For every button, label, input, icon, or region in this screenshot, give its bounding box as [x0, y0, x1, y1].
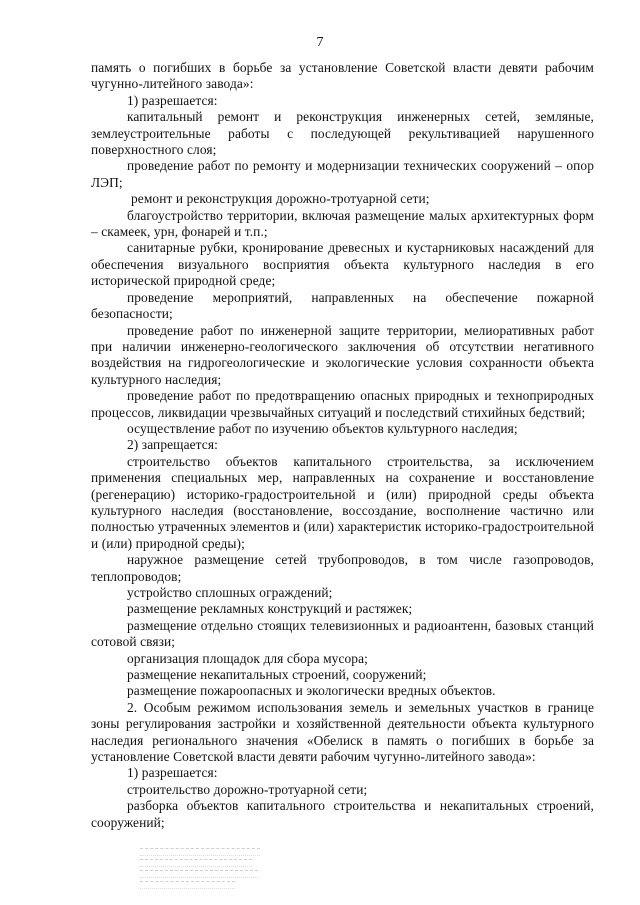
paragraph: ремонт и реконструкция дорожно-тротуарной сети; [131, 191, 430, 207]
list-heading-allowed: 1) разрешается: [127, 92, 218, 108]
paragraph: проведение работ по инженерной защите территории, мелиоративных работ при наличии инженерно-геологического заключения об отсутствии негативного воздействия на гидрогеологические и экологические условия сохранности объекта культурного наследия; [91, 322, 594, 387]
paragraph: капитальный ремонт и реконструкция инженерных сетей, земляные, землеустроительные работы с последующей рекультивацией нарушенного поверхностного слоя; [91, 109, 594, 158]
paragraph: устройство сплошных ограждений; [127, 585, 333, 600]
paragraph: размещение некапитальных строений, сооружений; [127, 667, 427, 683]
list-heading-allowed: 1) разрешается: [127, 765, 218, 781]
paragraph: память о погибших в борьбе за установление Советской власти девяти рабочим чугунно-литейного завода»: [91, 60, 594, 92]
paragraph: строительство дорожно-тротуарной сети; [127, 781, 368, 797]
page-number: 7 [316, 35, 324, 50]
section-paragraph: 2. Особым режимом использования земель и земельных участков в границе зоны регулирования застройки и хозяйственной деятельности объекта культурного наследия регионального значения «Обелиск в память о погибших в борьбе за установление Советской власти девяти рабочим чугунно-литейного завода»: [91, 699, 594, 765]
paragraph: осуществление работ по изучению объектов культурного наследия; [127, 420, 518, 436]
paragraph: проведение мероприятий, направленных на обеспечение пожарной безопасности; [91, 289, 594, 322]
paragraph: строительство объектов капитального строительства, за исключением применения специальных мер, направленных на сохранение и восстановление (регенерацию) историко-градостроительной и (или) природной среды объекта культурного наследия (восстановление, воссоздание, восполнение частично или полностью утраченных элементов и (или) характеристик историко-градостроительной и (или) природной среды); [91, 453, 594, 551]
paragraph: размещение отдельно стоящих телевизионных и радиоантенн, базовых станций сотовой связи; [91, 617, 594, 650]
paragraph: организация площадок для сбора мусора; [127, 650, 368, 666]
paragraph: разборка объектов капитального строительства и некапитальных строений, сооружений; [91, 798, 594, 830]
paragraph: санитарные рубки, кронирование древесных и кустарниковых насаждений для обеспечения визуального восприятия объекта культурного наследия в его исторической природной среде; [91, 240, 594, 289]
paragraph: проведение работ по предотвращению опасных природных и техноприродных процессов, ликвидации чрезвычайных ситуаций и последствий стихийных бедствий; [91, 388, 594, 420]
paragraph: проведение работ по ремонту и модернизации технических сооружений – опор ЛЭП; [91, 158, 594, 190]
faded-stamp [140, 845, 270, 889]
paragraph: благоустройство территории, включая размещение малых архитектурных форм – скамеек, урн, фонарей и т.п.; [91, 207, 594, 240]
list-heading-forbidden: 2) запрещается: [127, 437, 218, 453]
paragraph: размещение пожароопасных и экологически вредных объектов. [127, 683, 496, 699]
paragraph: размещение рекламных конструкций и растяжек; [127, 601, 413, 617]
paragraph: наружное размещение сетей трубопроводов, в том числе газопроводов, теплопроводов; [91, 552, 594, 584]
document-body [91, 60, 594, 831]
